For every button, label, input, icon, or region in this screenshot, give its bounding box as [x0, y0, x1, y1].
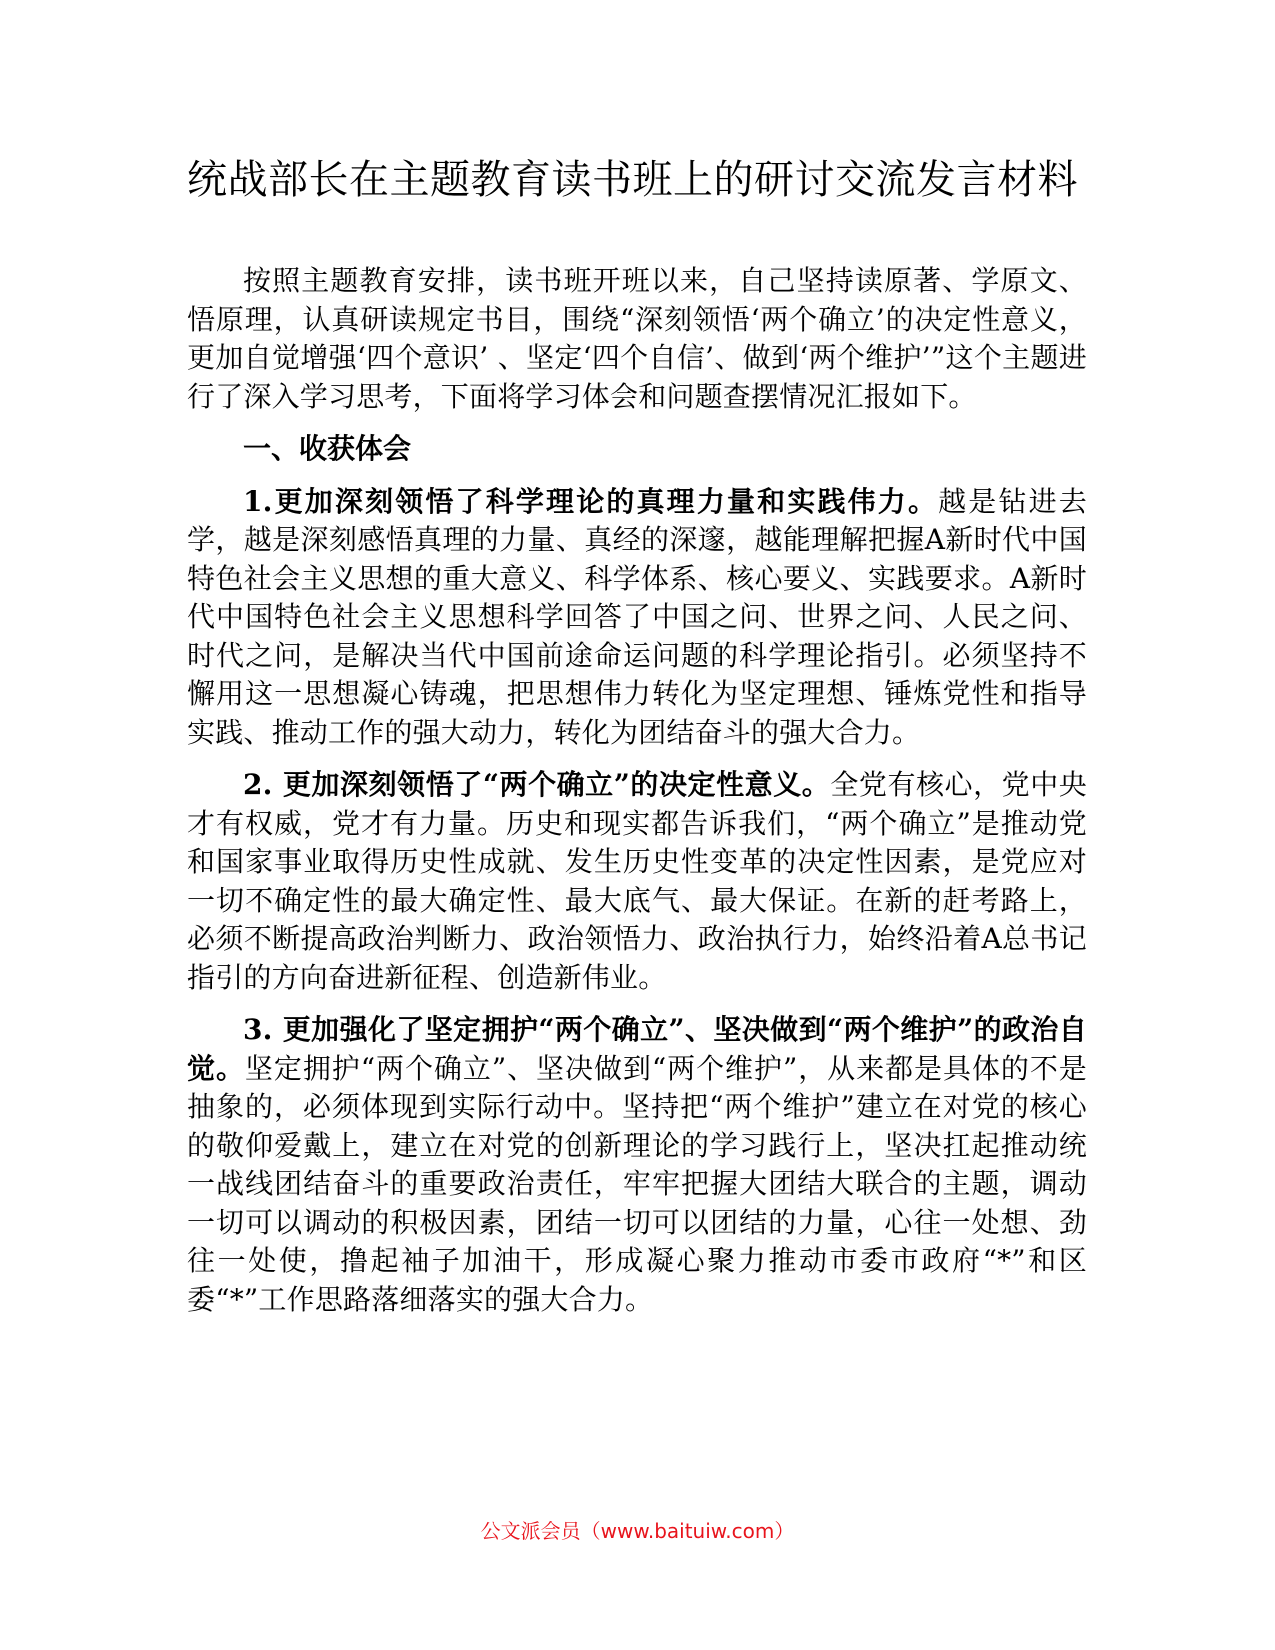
- document-title: 统战部长在主题教育读书班上的研讨交流发言材料: [187, 157, 1078, 203]
- item-lead: 2. 更加深刻领悟了“两个确立”的决定性意义。: [243, 768, 831, 801]
- footer-watermark: 公文派会员（www.baituiw.com）: [480, 1519, 795, 1543]
- item-text: 越是钻进去学，越是深刻感悟真理的力量、真经的深邃，越能理解把握A新时代中国特色社会主义思想的重大意义、科学体系、核心要义、实践要求。A新时代中国特色社会主义思想科学回答了中国之问、世界之问、人民之问、时代之问，是解决当代中国前途命运问题的科学理论指引。必须坚持不懈用这一思想凝心铸魂，把思想伟力转化为坚定理想、锤炼党性和指导实践、推动工作的强大动力，转化为团结奋斗的强大合力。: [187, 484, 1087, 749]
- item-paragraph: [187, 766, 1087, 997]
- item-paragraph: [187, 1011, 1087, 1319]
- item-text: 全党有核心，党中央才有权威，党才有力量。历史和现实都告诉我们，“两个确立”是推动党和国家事业取得历史性成就、发生历史性变革的决定性因素，是党应对一切不确定性的最大确定性、最大底气、最大保证。在新的赶考路上，必须不断提高政治判断力、政治领悟力、政治执行力，始终沿着A总书记指引的方向奋进新征程、创造新伟业。: [187, 768, 1087, 994]
- item-paragraph: [187, 483, 1087, 753]
- item-lead: 3. 更加强化了坚定拥护“两个确立”、坚决做到“两个维护”的政治自觉。: [187, 1013, 1087, 1085]
- item-lead: 1.更加深刻领悟了科学理论的真理力量和实践伟力。: [243, 484, 939, 518]
- document-body: [187, 262, 1087, 1319]
- intro-paragraph: 按照主题教育安排，读书班开班以来，自己坚持读原著、学原文、悟原理，认真研读规定书目，围绕“深刻领悟‘两个确立’的决定性意义，更加自觉增强‘四个意识’ 、坚定‘四个自信’、做到‘两个维护’”这个主题进行了深入学习思考，下面将学习体会和问题查摆情况汇报如下。: [187, 264, 1087, 413]
- item-text: 坚定拥护“两个确立”、坚决做到“两个维护”，从来都是具体的不是抽象的，必须体现到实际行动中。坚持把“两个维护”建立在对党的核心的敬仰爱戴上，建立在对党的创新理论的学习践行上，坚决扛起推动统一战线团结奋斗的重要政治责任，牢牢把握大团结大联合的主题，调动一切可以调动的积极因素，团结一切可以团结的力量，心往一处想、劲往一处使，撸起袖子加油干，形成凝心聚力推动市委市政府“*”和区委“*”工作思路落细落实的强大合力。: [187, 1051, 1088, 1316]
- section-heading: 一、收获体会: [243, 432, 412, 465]
